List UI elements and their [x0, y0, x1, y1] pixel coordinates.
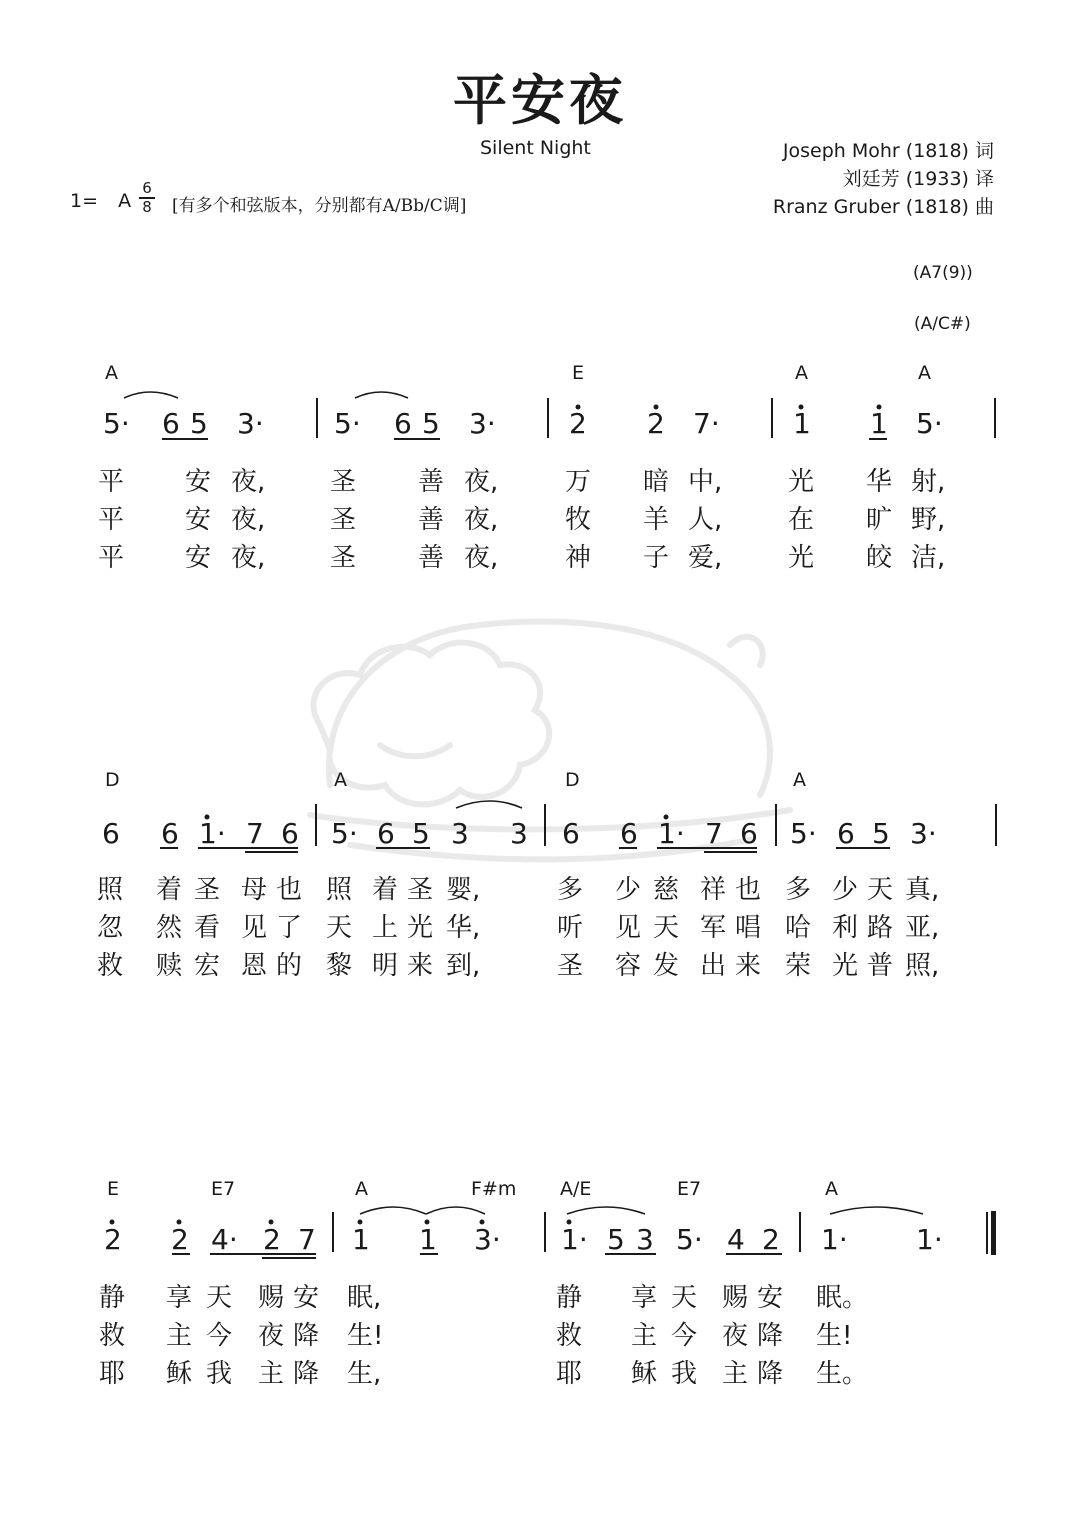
note: 7: [298, 1223, 316, 1256]
note: 5: [422, 407, 440, 440]
lyric-char: 旷: [866, 505, 893, 535]
lyric-char: 安: [293, 1283, 320, 1313]
lyric-char: 夜,: [464, 467, 499, 497]
lyric-char: 来: [735, 951, 762, 981]
lyric-char: 安: [757, 1283, 784, 1313]
note: 1·: [916, 1223, 943, 1256]
key-value: A: [118, 190, 132, 212]
lyric-char: 圣: [407, 875, 434, 905]
lyric-char: 利: [832, 913, 859, 943]
lyric-char: 天: [206, 1283, 233, 1313]
lyric-char: 圣: [330, 467, 357, 497]
lyric-char: 光: [832, 951, 859, 981]
lyric-char: 宏: [194, 951, 221, 981]
lyric-char: 生!: [816, 1321, 853, 1351]
note: 6: [740, 817, 758, 850]
note: 2: [171, 1223, 189, 1256]
chord: A/E: [560, 1178, 592, 1200]
lyric-char: 降: [293, 1321, 320, 1351]
lyric-char: 荣: [785, 951, 812, 981]
note: 3: [636, 1223, 654, 1256]
chord: A: [795, 362, 808, 384]
lyric-char: 稣: [631, 1359, 658, 1389]
note: 2: [263, 1223, 281, 1256]
lyricist-credit: Joseph Mohr (1818) 词: [782, 140, 994, 162]
lyric-char: 赎: [156, 951, 183, 981]
note: 2: [104, 1223, 122, 1256]
lyric-char: 慈: [653, 875, 680, 905]
lyric-char: 唱: [735, 913, 762, 943]
lyric-char: 夜,: [464, 505, 499, 535]
slur: [456, 801, 522, 808]
lyric-char: 普: [867, 951, 894, 981]
lyric-char: 少: [615, 875, 642, 905]
lyric-char: 天: [671, 1283, 698, 1313]
lyric-char: 安: [185, 505, 212, 535]
lyric-char: 夜: [722, 1321, 749, 1351]
lyric-char: 赐: [258, 1283, 285, 1313]
note: 5·: [916, 407, 943, 440]
lyric-char: 着: [156, 875, 183, 905]
lyric-char: 看: [194, 913, 221, 943]
lyric-char: 主: [722, 1359, 749, 1389]
lyric-char: 爱,: [688, 543, 723, 573]
lyric-char: 来: [407, 951, 434, 981]
lyric-char: 黎: [326, 951, 353, 981]
lyric-char: 夜,: [231, 467, 266, 497]
lyric-char: 圣: [557, 951, 584, 981]
lyric-char: 母: [241, 875, 268, 905]
lyric-char: 哈: [785, 913, 812, 943]
note: 1·: [561, 1223, 588, 1256]
lyric-char: 少: [832, 875, 859, 905]
slur: [124, 392, 178, 398]
note: 6: [161, 817, 179, 850]
final-barline-thick: [991, 1211, 996, 1255]
lyric-char: 华,: [446, 913, 481, 943]
lyric-char: 听: [557, 913, 584, 943]
lyric-char: 羊: [643, 505, 670, 535]
note: 4·: [211, 1223, 238, 1256]
translator-credit: 刘廷芳 (1933) 译: [842, 168, 994, 190]
lyric-char: 赐: [722, 1283, 749, 1313]
lyric-char: 降: [293, 1359, 320, 1389]
lyric-char: 亚,: [905, 913, 940, 943]
chord: A: [793, 769, 806, 791]
lyric-char: 生!: [347, 1321, 384, 1351]
lyric-char: 天: [653, 913, 680, 943]
lyric-char: 多: [557, 875, 584, 905]
slur: [830, 1207, 923, 1214]
lyric-char: 安: [185, 467, 212, 497]
lyric-char: 善: [418, 467, 445, 497]
lyric-char: 今: [671, 1321, 698, 1351]
lyric-char: 容: [615, 951, 642, 981]
note: 5: [872, 817, 890, 850]
lyric-char: 光: [788, 467, 815, 497]
lyric-char: 夜,: [231, 505, 266, 535]
lyric-char: 也: [735, 875, 762, 905]
time-bottom: 8: [142, 198, 152, 216]
lyric-char: 主: [258, 1359, 285, 1389]
lyric-char: 平: [98, 467, 125, 497]
lyric-char: 到,: [446, 951, 481, 981]
note: 5·: [331, 817, 358, 850]
note: 7·: [693, 407, 720, 440]
note: 3·: [910, 817, 937, 850]
lyric-char: 圣: [330, 505, 357, 535]
alt-chord: (A7(9)): [913, 263, 973, 283]
note: 6: [394, 407, 412, 440]
lyric-char: 耶: [99, 1359, 126, 1389]
lyric-char: 忽: [97, 913, 124, 943]
lyric-char: 平: [98, 505, 125, 535]
chord: A: [105, 362, 118, 384]
lyric-char: 善: [418, 543, 445, 573]
song-title: 平安夜: [453, 69, 627, 132]
lyric-char: 平: [98, 543, 125, 573]
chord: D: [565, 769, 580, 791]
lyric-char: 安: [185, 543, 212, 573]
lyric-char: 夜,: [464, 543, 499, 573]
lyric-char: 神: [565, 543, 592, 573]
lyric-char: 射,: [911, 467, 946, 497]
lyric-char: 圣: [194, 875, 221, 905]
note: 1: [870, 407, 888, 440]
chord: F#m: [471, 1178, 517, 1200]
lyric-char: 享: [166, 1283, 193, 1313]
slur: [360, 1207, 426, 1214]
note: 3·: [469, 407, 496, 440]
lyric-char: 天: [867, 875, 894, 905]
lyric-char: 野,: [911, 505, 946, 535]
alt-chord: (A/C#): [914, 314, 971, 334]
lyric-char: 祥: [700, 875, 727, 905]
lyric-char: 子: [643, 543, 670, 573]
note: 6: [562, 817, 580, 850]
lyric-char: 的: [276, 951, 303, 981]
slur: [567, 1207, 645, 1214]
lyric-char: 圣: [330, 543, 357, 573]
note: 1·: [658, 817, 685, 850]
lyric-char: 万: [565, 467, 592, 497]
lyric-char: 光: [407, 913, 434, 943]
note: 3: [451, 817, 469, 850]
key-signature: [70, 190, 131, 212]
note: 5·: [676, 1223, 703, 1256]
lyric-char: 我: [671, 1359, 698, 1389]
lyric-char: 然: [156, 913, 183, 943]
chord: E: [572, 362, 585, 384]
note: 5·: [334, 407, 361, 440]
lyric-char: 婴,: [446, 875, 481, 905]
lyric-char: 见: [615, 913, 642, 943]
lyric-char: 救: [556, 1321, 583, 1351]
lyric-char: 稣: [166, 1359, 193, 1389]
note: 5·: [103, 407, 130, 440]
lyric-char: 照: [326, 875, 353, 905]
song-subtitle: Silent Night: [480, 137, 591, 159]
note: 2: [569, 407, 587, 440]
lyric-char: 生。: [816, 1359, 869, 1389]
lyric-char: 真,: [905, 875, 940, 905]
note: 6: [162, 407, 180, 440]
lyric-char: 在: [788, 505, 815, 535]
lyric-char: 享: [631, 1283, 658, 1313]
note: 7: [246, 817, 264, 850]
lyric-char: 光: [788, 543, 815, 573]
lyric-char: 也: [276, 875, 303, 905]
lyric-char: 救: [97, 951, 124, 981]
lyric-char: 天: [326, 913, 353, 943]
lyric-char: 眠,: [347, 1283, 382, 1313]
chord: A: [825, 1178, 838, 1200]
note: 1·: [821, 1223, 848, 1256]
note: 3·: [237, 407, 264, 440]
note: 6: [377, 817, 395, 850]
lyric-char: 出: [700, 951, 727, 981]
chord: E7: [211, 1178, 236, 1200]
lyric-char: 耶: [556, 1359, 583, 1389]
composer-credit: Rranz Gruber (1818) 曲: [772, 196, 994, 218]
lyric-char: 明: [372, 951, 399, 981]
chord: A: [918, 362, 931, 384]
lyric-char: 牧: [565, 505, 592, 535]
lyric-char: 夜,: [231, 543, 266, 573]
lyric-char: 见: [241, 913, 268, 943]
note: 3·: [474, 1223, 501, 1256]
note: 1: [419, 1223, 437, 1256]
note: 6: [281, 817, 299, 850]
note: 5: [607, 1223, 625, 1256]
lyric-char: 我: [206, 1359, 233, 1389]
note: 5: [190, 407, 208, 440]
note: 7: [705, 817, 723, 850]
lyric-char: 军: [700, 913, 727, 943]
lyric-char: 路: [867, 913, 894, 943]
note: 1: [352, 1223, 370, 1256]
lyric-char: 暗: [643, 467, 670, 497]
key-label: 1=: [70, 190, 99, 212]
lyric-char: 人,: [688, 505, 723, 535]
lyric-char: 了: [276, 913, 303, 943]
lyric-char: 发: [653, 951, 680, 981]
lyric-char: 主: [631, 1321, 658, 1351]
lyric-char: 多: [785, 875, 812, 905]
note: 2: [647, 407, 665, 440]
slur: [355, 392, 408, 398]
lyric-char: 静: [99, 1283, 126, 1313]
lyric-char: 恩: [241, 951, 268, 981]
lyric-char: 洁,: [911, 543, 946, 573]
lyric-char: 救: [99, 1321, 126, 1351]
lyric-char: 夜: [258, 1321, 285, 1351]
lyric-char: 善: [418, 505, 445, 535]
note: 5: [412, 817, 430, 850]
note: 3: [510, 817, 528, 850]
note: 6: [620, 817, 638, 850]
key-note: [有多个和弦版本，分别都有A/Bb/C调]: [172, 196, 467, 216]
lyric-char: 皎: [866, 543, 893, 573]
time-signature: [139, 181, 155, 215]
lyric-char: 眠。: [816, 1283, 869, 1313]
lyric-char: 照,: [905, 951, 940, 981]
note: 6: [837, 817, 855, 850]
lyric-char: 中,: [688, 467, 723, 497]
chord: A: [334, 769, 347, 791]
chord: D: [105, 769, 120, 791]
lyric-char: 华: [866, 467, 893, 497]
lyric-char: 生,: [347, 1359, 382, 1389]
note: 1: [793, 407, 811, 440]
lyric-char: 降: [757, 1321, 784, 1351]
note: 6: [102, 817, 120, 850]
time-top: 6: [142, 179, 152, 197]
lyric-char: 降: [757, 1359, 784, 1389]
chord: A: [355, 1178, 368, 1200]
lyric-char: 主: [166, 1321, 193, 1351]
lyric-char: 今: [206, 1321, 233, 1351]
lyric-char: 上: [372, 913, 399, 943]
lyric-char: 着: [372, 875, 399, 905]
lyric-char: 静: [556, 1283, 583, 1313]
chord: E7: [677, 1178, 702, 1200]
note: 4: [727, 1223, 745, 1256]
slur: [426, 1207, 485, 1214]
lyric-char: 照: [97, 875, 124, 905]
note: 2: [762, 1223, 780, 1256]
chord: E: [107, 1178, 120, 1200]
note: 1·: [199, 817, 226, 850]
note: 5·: [790, 817, 817, 850]
